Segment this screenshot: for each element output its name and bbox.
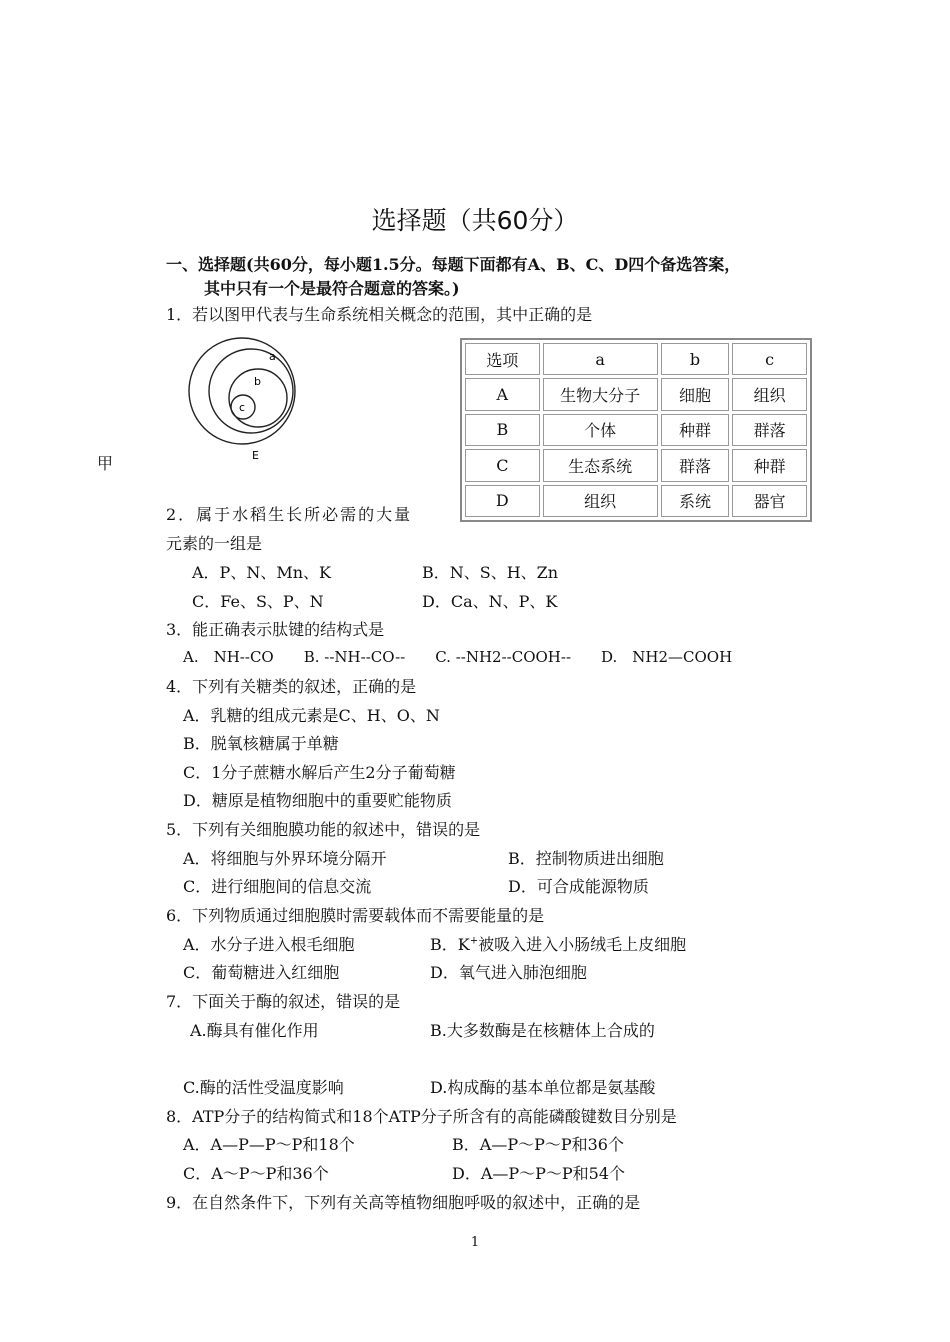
page-number: 1 (470, 1235, 480, 1250)
q5-option-d: D．可合成能源物质 (508, 877, 649, 896)
label-b: b (254, 375, 261, 388)
label-e: E (252, 449, 259, 462)
q3-options: A. NH--CO B. --NH--CO-- C. --NH2--COOH-- D. NH2—COOH (183, 648, 733, 666)
q2-option-a: A．P、N、Mn、K (192, 563, 331, 582)
q6-stem: 6．下列物质通过细胞膜时需要载体而不需要能量的是 (166, 906, 545, 925)
table-cell: 组织 (543, 485, 658, 517)
q2-stem-line-1: 2．属于水稻生长所必需的大量 (166, 505, 413, 524)
table-cell: 细胞 (661, 378, 730, 410)
table-cell: 生态系统 (543, 449, 658, 481)
table-cell: 种群 (732, 449, 807, 481)
q6-option-b (430, 932, 686, 955)
q4-stem: 4．下列有关糖类的叙述，正确的是 (166, 677, 417, 696)
q6-option-c: C．葡萄糖进入红细胞 (183, 963, 340, 982)
q4-option-a: A．乳糖的组成元素是C、H、O、N (183, 706, 440, 725)
table-header-cell: 选项 (465, 343, 540, 375)
q5-option-a: A．将细胞与外界环境分隔开 (183, 849, 387, 868)
q5-stem: 5．下列有关细胞膜功能的叙述中，错误的是 (166, 820, 481, 839)
q8-option-d: D．A—P～P～P和54个 (452, 1164, 626, 1183)
q2-option-c: C．Fe、S、P、N (192, 592, 324, 611)
q5-option-b: B．控制物质进出细胞 (508, 849, 664, 868)
q8-option-a: A．A—P—P～P和18个 (183, 1135, 355, 1154)
table-cell: D (465, 485, 540, 517)
table-cell: 种群 (661, 414, 730, 446)
instructions-line-1: 一、选择题(共60分，每小题1.5分。每题下面都有A、B、C、D四个备选答案， (166, 255, 741, 274)
q2-stem-line-2: 元素的一组是 (166, 534, 263, 553)
q7-option-c: C.酶的活性受温度影响 (183, 1078, 344, 1097)
q3-stem: 3．能正确表示肽键的结构式是 (166, 620, 385, 639)
table-header-row (465, 343, 807, 375)
q8-stem: 8．ATP分子的结构简式和18个ATP分子所含有的高能磷酸键数目分别是 (166, 1107, 677, 1126)
label-a: a (269, 350, 276, 363)
table-row (465, 414, 807, 446)
page-title: 选择题（共60分） (371, 206, 579, 235)
circle-a (209, 349, 293, 433)
q7-option-d: D.构成酶的基本单位都是氨基酸 (430, 1078, 656, 1097)
q7-stem: 7．下面关于酶的叙述，错误的是 (166, 992, 401, 1011)
q1-stem: 1．若以图甲代表与生命系统相关概念的范围，其中正确的是 (166, 305, 593, 324)
table-cell: A (465, 378, 540, 410)
q2-option-d: D．Ca、N、P、K (422, 592, 558, 611)
q2-option-b: B．N、S、H、Zn (422, 563, 559, 582)
q5-option-c: C．进行细胞间的信息交流 (183, 877, 372, 896)
table-cell: 群落 (732, 414, 807, 446)
table-cell: 群落 (661, 449, 730, 481)
circle-e (189, 338, 295, 444)
q6-option-b-superscript: + (469, 935, 479, 947)
table-header-cell: b (661, 343, 730, 375)
q9-stem: 9．在自然条件下，下列有关高等植物细胞呼吸的叙述中，正确的是 (166, 1193, 641, 1212)
table-cell: 器官 (732, 485, 807, 517)
q4-option-c: C．1分子蔗糖水解后产生2分子葡萄糖 (183, 763, 456, 782)
table-cell: 个体 (543, 414, 658, 446)
q4-option-d: D．糖原是植物细胞中的重要贮能物质 (183, 791, 452, 810)
q7-option-b: B.大多数酶是在核糖体上合成的 (430, 1021, 655, 1040)
table-row (465, 485, 807, 517)
q8-option-c: C．A～P～P和36个 (183, 1164, 329, 1183)
table-cell: 组织 (732, 378, 807, 410)
q8-option-b: B．A—P～P～P和36个 (452, 1135, 624, 1154)
table-cell: 生物大分子 (543, 378, 658, 410)
nested-circles-figure (185, 335, 315, 465)
table-header-cell: a (543, 343, 658, 375)
q4-option-b: B．脱氧核糖属于单糖 (183, 734, 339, 753)
figure-caption: 甲 (97, 454, 114, 473)
q7-option-a: A.酶具有催化作用 (190, 1021, 319, 1040)
q6-option-a: A．水分子进入根毛细胞 (183, 935, 355, 954)
q6-option-d: D．氧气进入肺泡细胞 (430, 963, 587, 982)
table-header-cell: c (732, 343, 807, 375)
table-cell: B (465, 414, 540, 446)
label-c: c (239, 401, 246, 414)
table-cell: C (465, 449, 540, 481)
table-cell: 系统 (661, 485, 730, 517)
q6-option-b-prefix: B．K (430, 935, 470, 954)
table-row (465, 449, 807, 481)
q1-options-table (460, 338, 812, 522)
q6-option-b-text: 被吸入进入小肠绒毛上皮细胞 (478, 935, 687, 954)
table-row (465, 378, 807, 410)
instructions-line-2: 其中只有一个是最符合题意的答案。) (204, 279, 460, 298)
